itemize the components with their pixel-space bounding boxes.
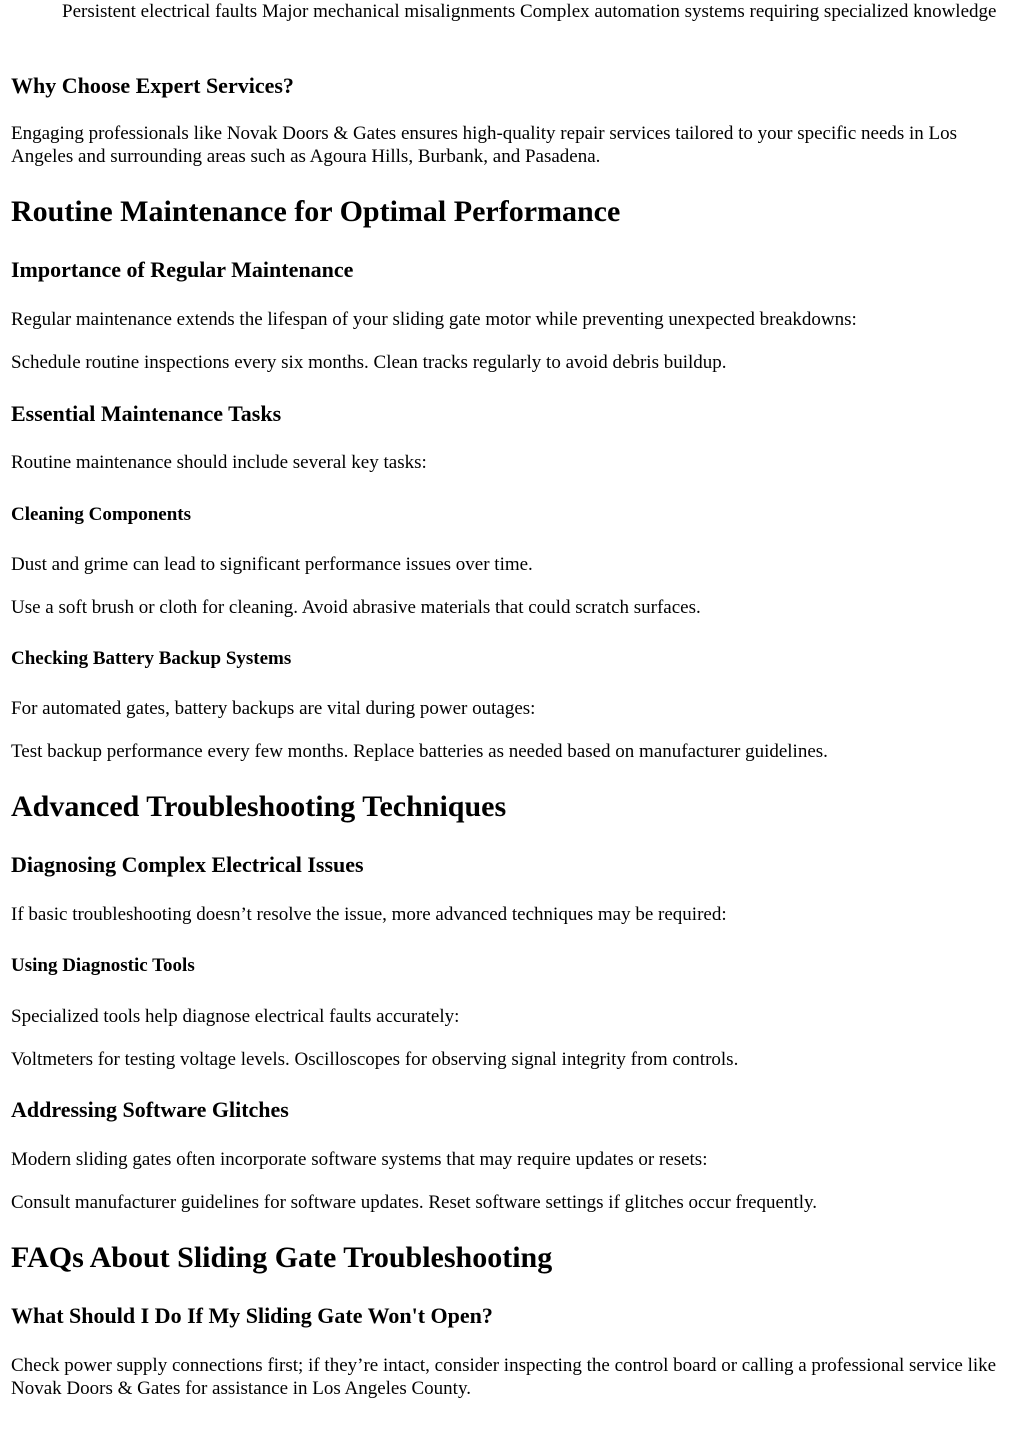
heading-essential-tasks: Essential Maintenance Tasks [11, 401, 282, 426]
heading-why-expert: Why Choose Expert Services? [11, 73, 294, 98]
heading-faqs: FAQs About Sliding Gate Troubleshooting [11, 1241, 553, 1274]
heading-electrical-issues: Diagnosing Complex Electrical Issues [11, 852, 364, 877]
paragraph-battery: For automated gates, battery backups are vital during power outages: [11, 698, 536, 719]
paragraph-why-expert: Engaging professionals like Novak Doors & Gates ensures high-quality repair services tailored to your specific needs in Los Angeles and surrounding areas such as Agoura Hills, Burbank, and Pasadena. [11, 123, 958, 167]
list-importance: Schedule routine inspections every six months. Clean tracks regularly to avoid debris buildup. [11, 352, 727, 373]
paragraph-faq-gate-wont-open: Check power supply connections first; if they’re intact, consider inspecting the control board or calling a professional service like Novak Doors & Gates for assistance in Los Angeles County. [11, 1355, 997, 1399]
paragraph-essential-tasks: Routine maintenance should include several key tasks: [11, 452, 427, 473]
list-diagnostic-tools: Voltmeters for testing voltage levels. Oscilloscopes for observing signal integrity from controls. [11, 1049, 739, 1070]
list-cleaning: Use a soft brush or cloth for cleaning. Avoid abrasive materials that could scratch surfaces. [11, 597, 701, 618]
heading-diagnostic-tools: Using Diagnostic Tools [11, 955, 195, 976]
heading-importance: Importance of Regular Maintenance [11, 257, 354, 282]
list-battery: Test backup performance every few months. Replace batteries as needed based on manufacturer guidelines. [11, 741, 828, 762]
heading-advanced-troubleshooting: Advanced Troubleshooting Techniques [11, 790, 507, 823]
paragraph-diagnostic-tools: Specialized tools help diagnose electrical faults accurately: [11, 1006, 460, 1027]
list-software-glitches: Consult manufacturer guidelines for software updates. Reset software settings if glitches occur frequently. [11, 1192, 818, 1213]
heading-faq-gate-wont-open: What Should I Do If My Sliding Gate Won't Open? [11, 1303, 493, 1328]
heading-cleaning: Cleaning Components [11, 504, 191, 525]
paragraph-software-glitches: Modern sliding gates often incorporate software systems that may require updates or resets: [11, 1149, 708, 1170]
paragraph-importance: Regular maintenance extends the lifespan of your sliding gate motor while preventing unexpected breakdowns: [11, 309, 857, 330]
paragraph-electrical-issues: If basic troubleshooting doesn’t resolve the issue, more advanced techniques may be required: [11, 904, 727, 925]
top-quote: Persistent electrical faults Major mechanical misalignments Complex automation systems requiring specialized knowledge [62, 1, 997, 22]
heading-battery: Checking Battery Backup Systems [11, 648, 292, 669]
heading-routine-maintenance: Routine Maintenance for Optimal Performance [11, 195, 621, 228]
heading-software-glitches: Addressing Software Glitches [11, 1097, 289, 1122]
paragraph-cleaning: Dust and grime can lead to significant performance issues over time. [11, 554, 533, 575]
